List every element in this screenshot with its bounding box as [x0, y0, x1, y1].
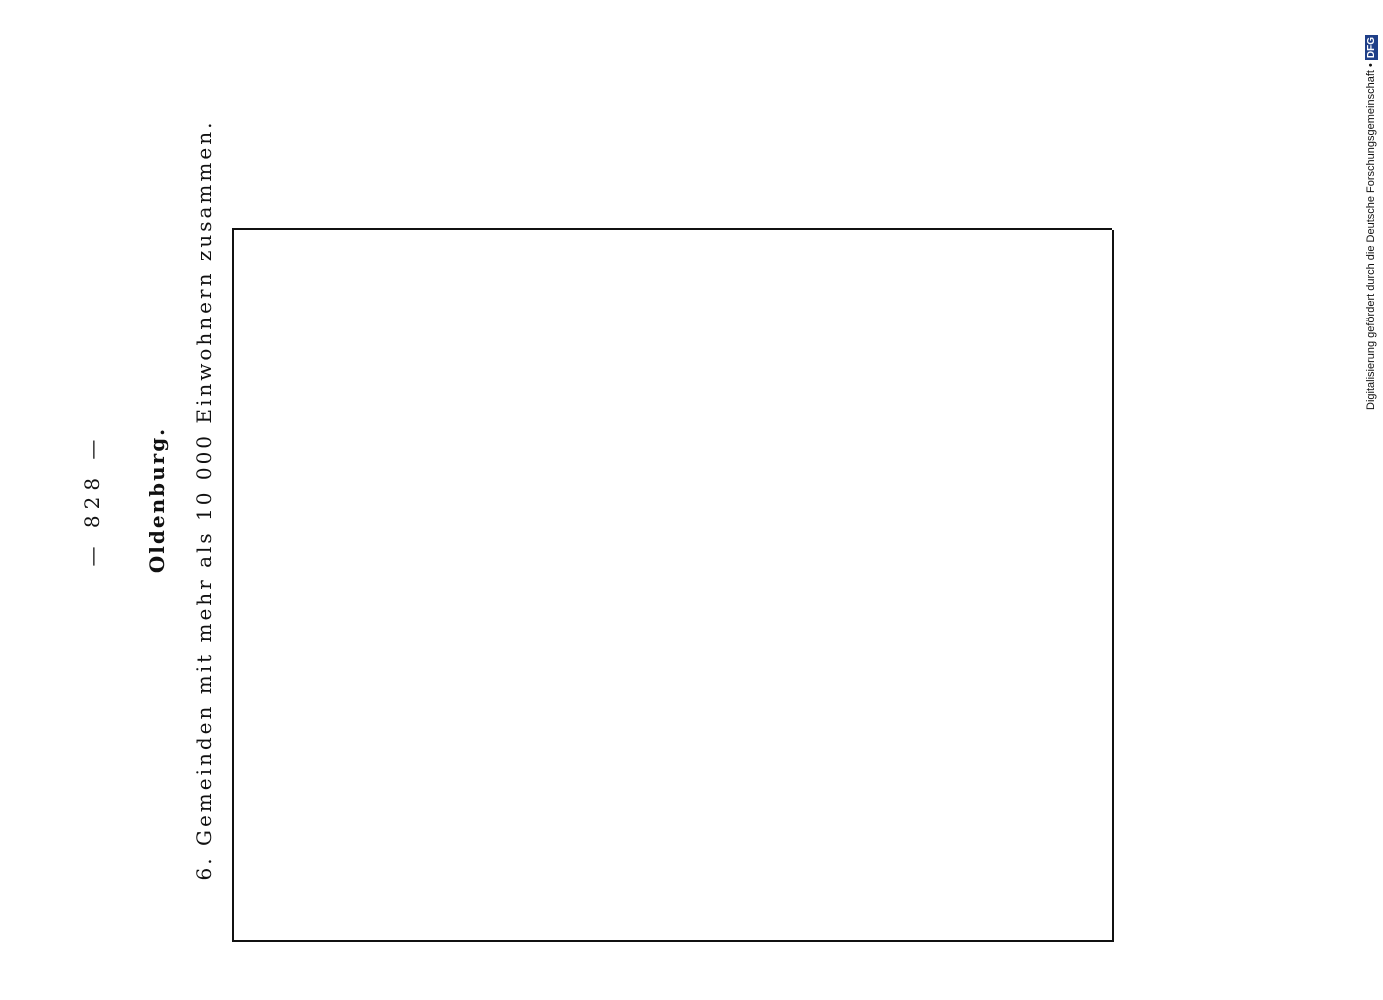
rule [232, 228, 1112, 230]
digitization-credit [1365, 35, 1378, 410]
rule [232, 940, 1112, 942]
page-number: — 828 — [80, 433, 104, 567]
credit-text: Digitalisierung gefördert durch die Deutsche Forschungsgemeinschaft • [1365, 63, 1377, 410]
rule [232, 230, 234, 942]
table-title: 6. Gemeinden mit mehr als 10 000 Einwohnern zusammen. [192, 119, 216, 881]
region-heading: Oldenburg. [145, 426, 169, 574]
rule [1112, 230, 1114, 942]
dfg-logo: DFG [1366, 37, 1377, 59]
